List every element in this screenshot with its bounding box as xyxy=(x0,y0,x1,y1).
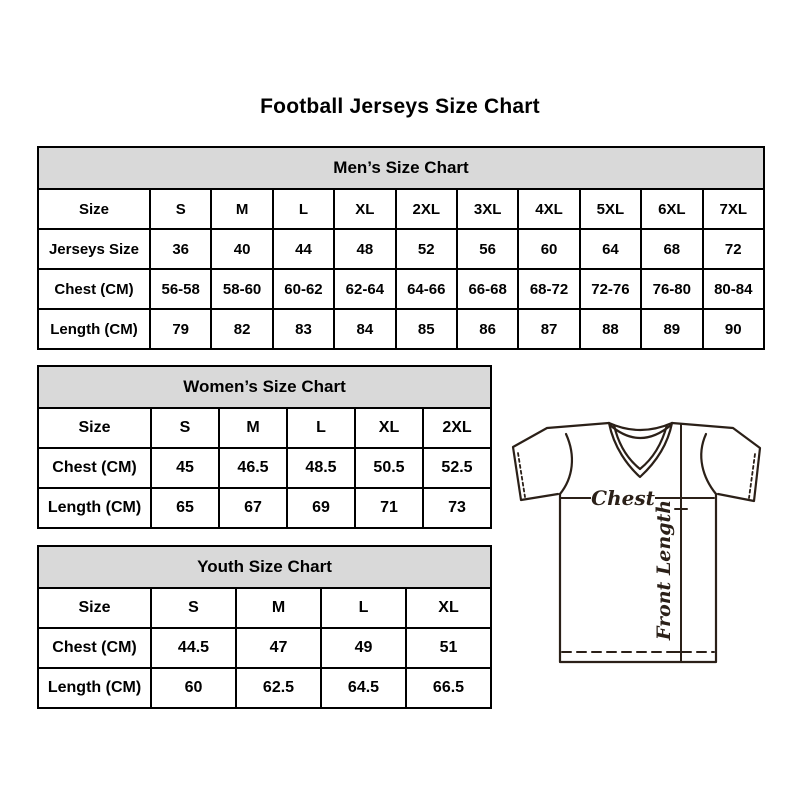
women-cell: 48.5 xyxy=(287,448,355,488)
youth-cell: M xyxy=(236,588,321,628)
men-row-1 xyxy=(38,229,764,269)
men-cell: 90 xyxy=(703,309,764,349)
jersey-left-armhole-seam xyxy=(560,434,572,494)
jersey-right-armhole-seam xyxy=(701,434,716,494)
men-cell: L xyxy=(273,189,334,229)
men-cell: 89 xyxy=(641,309,702,349)
men-cell: 85 xyxy=(396,309,457,349)
women-cell: 46.5 xyxy=(219,448,287,488)
men-cell: 86 xyxy=(457,309,518,349)
chest-label: Chest xyxy=(591,486,655,510)
men-cell: 72 xyxy=(703,229,764,269)
women-table-title: Women’s Size Chart xyxy=(38,366,491,408)
women-row-label: Chest (CM) xyxy=(38,448,151,488)
men-cell: S xyxy=(150,189,211,229)
men-cell: M xyxy=(211,189,272,229)
men-cell: 68 xyxy=(641,229,702,269)
men-cell: 80-84 xyxy=(703,269,764,309)
jersey-vneck-inner xyxy=(614,425,667,469)
youth-cell: 66.5 xyxy=(406,668,491,708)
men-cell: 88 xyxy=(580,309,641,349)
men-cell: 3XL xyxy=(457,189,518,229)
jersey-diagram-svg xyxy=(500,408,778,670)
men-cell: 5XL xyxy=(580,189,641,229)
men-cell: 40 xyxy=(211,229,272,269)
youth-cell: L xyxy=(321,588,406,628)
women-cell: 69 xyxy=(287,488,355,528)
youth-cell: 60 xyxy=(151,668,236,708)
men-cell: 62-64 xyxy=(334,269,395,309)
youth-cell: S xyxy=(151,588,236,628)
men-cell: 58-60 xyxy=(211,269,272,309)
women-cell: 71 xyxy=(355,488,423,528)
youth-cell: 44.5 xyxy=(151,628,236,668)
youth-row-1 xyxy=(38,628,491,668)
men-row-2 xyxy=(38,269,764,309)
men-cell: 60 xyxy=(518,229,579,269)
women-cell: XL xyxy=(355,408,423,448)
men-cell: XL xyxy=(334,189,395,229)
youth-cell: 49 xyxy=(321,628,406,668)
youth-row-label: Size xyxy=(38,588,151,628)
men-cell: 6XL xyxy=(641,189,702,229)
youth-cell: 51 xyxy=(406,628,491,668)
men-cell: 87 xyxy=(518,309,579,349)
men-cell: 4XL xyxy=(518,189,579,229)
women-title-row xyxy=(38,366,491,408)
women-row-label: Length (CM) xyxy=(38,488,151,528)
men-row-label: Chest (CM) xyxy=(38,269,150,309)
youth-row-label: Length (CM) xyxy=(38,668,151,708)
women-cell: 67 xyxy=(219,488,287,528)
men-row-label: Jerseys Size xyxy=(38,229,150,269)
women-row-2 xyxy=(38,488,491,528)
women-row-label: Size xyxy=(38,408,151,448)
youth-cell: 64.5 xyxy=(321,668,406,708)
men-cell: 84 xyxy=(334,309,395,349)
men-cell: 79 xyxy=(150,309,211,349)
men-cell: 66-68 xyxy=(457,269,518,309)
men-cell: 36 xyxy=(150,229,211,269)
women-cell: L xyxy=(287,408,355,448)
men-cell: 83 xyxy=(273,309,334,349)
men-cell: 64 xyxy=(580,229,641,269)
men-cell: 56 xyxy=(457,229,518,269)
youth-row-label: Chest (CM) xyxy=(38,628,151,668)
women-row-0 xyxy=(38,408,491,448)
women-cell: 65 xyxy=(151,488,219,528)
men-title-row xyxy=(38,147,764,189)
men-cell: 82 xyxy=(211,309,272,349)
men-cell: 76-80 xyxy=(641,269,702,309)
men-cell: 60-62 xyxy=(273,269,334,309)
youth-row-0 xyxy=(38,588,491,628)
page-title: Football Jerseys Size Chart xyxy=(260,95,540,118)
men-cell: 52 xyxy=(396,229,457,269)
men-row-0 xyxy=(38,189,764,229)
men-cell: 64-66 xyxy=(396,269,457,309)
men-cell: 56-58 xyxy=(150,269,211,309)
women-cell: 73 xyxy=(423,488,491,528)
men-row-label: Length (CM) xyxy=(38,309,150,349)
jersey-body xyxy=(560,494,716,662)
front-length-label: Front Length xyxy=(653,499,675,641)
youth-table-title: Youth Size Chart xyxy=(38,546,491,588)
women-cell: M xyxy=(219,408,287,448)
youth-cell: 62.5 xyxy=(236,668,321,708)
women-row-1 xyxy=(38,448,491,488)
men-table-title: Men’s Size Chart xyxy=(38,147,764,189)
men-cell: 72-76 xyxy=(580,269,641,309)
men-cell: 68-72 xyxy=(518,269,579,309)
men-row-3 xyxy=(38,309,764,349)
womens-size-table xyxy=(37,365,492,529)
jersey-collar-back-arc xyxy=(609,423,672,430)
women-cell: 2XL xyxy=(423,408,491,448)
women-cell: 52.5 xyxy=(423,448,491,488)
mens-size-table xyxy=(37,146,765,350)
youth-title-row xyxy=(38,546,491,588)
men-cell: 2XL xyxy=(396,189,457,229)
men-cell: 48 xyxy=(334,229,395,269)
youth-cell: XL xyxy=(406,588,491,628)
women-cell: S xyxy=(151,408,219,448)
youth-size-table xyxy=(37,545,492,709)
youth-row-2 xyxy=(38,668,491,708)
men-row-label: Size xyxy=(38,189,150,229)
women-cell: 45 xyxy=(151,448,219,488)
jersey-right-sleeve xyxy=(672,423,760,501)
women-cell: 50.5 xyxy=(355,448,423,488)
youth-cell: 47 xyxy=(236,628,321,668)
men-cell: 44 xyxy=(273,229,334,269)
jersey-measurement-diagram xyxy=(500,408,778,670)
men-cell: 7XL xyxy=(703,189,764,229)
